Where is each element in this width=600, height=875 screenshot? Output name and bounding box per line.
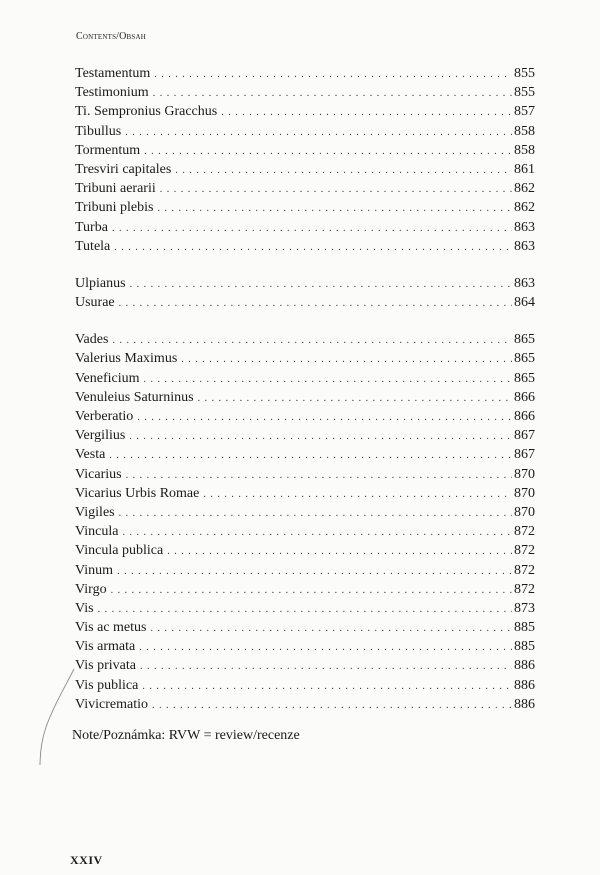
toc-entry-page: 865 — [514, 351, 535, 367]
toc-entry-page: 855 — [514, 66, 535, 81]
toc-entry-title: Usurae — [75, 295, 115, 311]
toc-entry-title: Vis privata — [75, 658, 136, 674]
toc-entry-page: 863 — [514, 275, 535, 291]
dot-leader — [119, 504, 512, 523]
toc-entry-page: 873 — [514, 600, 535, 616]
toc-entry-page: 870 — [514, 504, 535, 520]
dot-leader — [126, 466, 512, 485]
dot-leader — [112, 331, 512, 350]
toc-entry — [75, 599, 535, 618]
toc-entry-page: 855 — [514, 85, 535, 101]
dot-leader — [160, 180, 512, 199]
toc-entry — [75, 656, 535, 675]
toc-entry-page: 867 — [514, 428, 535, 444]
toc-entry-page: 886 — [514, 696, 535, 712]
toc-entry-page: 864 — [514, 295, 535, 311]
dot-leader — [111, 581, 512, 600]
toc-entry — [75, 426, 535, 445]
toc-entry — [75, 237, 535, 256]
dot-leader — [157, 199, 512, 218]
table-of-contents — [75, 64, 535, 714]
toc-entry-title: Verberatio — [75, 409, 134, 424]
toc-entry — [75, 102, 535, 121]
toc-entry — [75, 522, 535, 541]
toc-entry-page: 872 — [514, 543, 535, 559]
dot-leader — [130, 275, 512, 294]
toc-entry-title: Tutela — [75, 238, 111, 254]
toc-entry-title: Testamentum — [75, 66, 151, 81]
toc-entry-title: Testimonium — [75, 85, 149, 101]
toc-entry-title: Vincula publica — [75, 543, 164, 559]
toc-entry-title: Vis armata — [75, 639, 136, 655]
toc-entry-title: Vesta — [75, 447, 106, 463]
toc-entry-page: 863 — [514, 219, 535, 235]
toc-entry — [75, 541, 535, 560]
page-number: XXIV — [70, 853, 103, 867]
toc-entry-page: 870 — [514, 466, 535, 482]
toc-entry — [75, 349, 535, 368]
dot-leader — [98, 600, 512, 619]
toc-entry-title: Vergilius — [75, 428, 126, 444]
toc-entry-page: 866 — [514, 409, 535, 424]
toc-entry — [75, 695, 535, 714]
toc-entry — [75, 330, 535, 349]
dot-leader — [144, 142, 512, 161]
toc-entry-page: 858 — [514, 123, 535, 139]
dot-leader — [167, 542, 512, 561]
toc-entry-title: Vis — [75, 600, 94, 616]
dot-leader — [139, 638, 512, 657]
toc-entry-page: 886 — [514, 658, 535, 674]
dot-leader — [119, 294, 512, 313]
dot-leader — [117, 562, 512, 581]
toc-entry-page: 885 — [514, 639, 535, 655]
toc-entry — [75, 293, 535, 312]
toc-entry-title: Tormentum — [75, 142, 141, 158]
dot-leader — [203, 485, 512, 504]
toc-entry — [75, 122, 535, 141]
toc-entry — [75, 83, 535, 102]
toc-entry-title: Vincula — [75, 524, 119, 540]
toc-entry — [75, 618, 535, 637]
toc-entry-title: Vis publica — [75, 677, 139, 693]
dot-leader — [152, 696, 512, 715]
toc-entry-page: 865 — [514, 370, 535, 386]
toc-entry-page: 872 — [514, 581, 535, 597]
toc-entry — [75, 218, 535, 237]
toc-entry-page: 872 — [514, 524, 535, 540]
toc-group — [75, 274, 535, 312]
toc-entry — [75, 388, 535, 407]
dot-leader — [109, 446, 512, 465]
toc-entry-title: Tribuni plebis — [75, 200, 154, 216]
dot-leader — [125, 123, 512, 142]
toc-entry — [75, 503, 535, 522]
toc-entry-title: Vicarius — [75, 466, 122, 482]
toc-entry-page: 872 — [514, 562, 535, 578]
dot-leader — [129, 427, 512, 446]
toc-entry — [75, 274, 535, 293]
toc-entry-title: Vinum — [75, 562, 114, 578]
toc-entry-title: Tibullus — [75, 123, 122, 139]
toc-entry — [75, 141, 535, 160]
abbreviation-note: Note/Poznámka: RVW = review/recenze — [72, 728, 300, 743]
toc-group — [75, 64, 535, 256]
toc-entry-page: 862 — [514, 200, 535, 216]
toc-entry — [75, 369, 535, 388]
toc-entry-page: 885 — [514, 620, 535, 636]
toc-entry-title: Tribuni aerarii — [75, 181, 156, 197]
dot-leader — [137, 408, 512, 427]
toc-entry-title: Vivicrematio — [75, 696, 149, 712]
dot-leader — [221, 103, 512, 122]
toc-entry-title: Valerius Maximus — [75, 351, 178, 367]
toc-entry — [75, 407, 535, 426]
dot-leader — [142, 677, 512, 696]
toc-entry-page: 865 — [514, 332, 535, 348]
toc-entry-title: Ti. Sempronius Gracchus — [75, 104, 218, 120]
dot-leader — [112, 219, 512, 238]
dot-leader — [198, 389, 512, 408]
toc-entry — [75, 465, 535, 484]
toc-entry — [75, 179, 535, 198]
toc-entry-title: Virgo — [75, 581, 107, 597]
dot-leader — [122, 523, 512, 542]
toc-entry-title: Vigiles — [75, 504, 115, 520]
toc-entry-page: 870 — [514, 485, 535, 501]
toc-entry — [75, 64, 535, 83]
toc-entry-title: Vades — [75, 332, 109, 348]
toc-entry-title: Tresviri capitales — [75, 161, 172, 177]
toc-entry-title: Vicarius Urbis Romae — [75, 485, 200, 501]
toc-entry-page: 867 — [514, 447, 535, 463]
toc-entry-page: 858 — [514, 142, 535, 158]
toc-entry-page: 863 — [514, 238, 535, 254]
toc-entry-page: 866 — [514, 389, 535, 405]
running-head: Contents/Obsah — [76, 31, 147, 42]
toc-entry-title: Ulpianus — [75, 275, 126, 291]
toc-entry-page: 861 — [514, 161, 535, 177]
toc-entry-title: Vis ac metus — [75, 620, 147, 636]
toc-entry — [75, 484, 535, 503]
dot-leader — [140, 657, 512, 676]
dot-leader — [150, 619, 512, 638]
toc-entry — [75, 676, 535, 695]
toc-entry-title: Turba — [75, 219, 108, 235]
pencil-mark — [30, 665, 80, 775]
toc-entry — [75, 160, 535, 179]
dot-leader — [181, 350, 512, 369]
dot-leader — [114, 238, 512, 257]
toc-group — [75, 330, 535, 714]
dot-leader — [153, 84, 512, 103]
toc-entry-title: Venuleius Saturninus — [75, 389, 194, 405]
toc-entry-page: 857 — [514, 104, 535, 120]
toc-entry — [75, 561, 535, 580]
toc-entry — [75, 198, 535, 217]
toc-entry-title: Veneficium — [75, 370, 140, 386]
dot-leader — [175, 161, 512, 180]
toc-entry — [75, 580, 535, 599]
toc-entry-page: 886 — [514, 677, 535, 693]
dot-leader — [144, 370, 512, 389]
toc-entry-page: 862 — [514, 181, 535, 197]
dot-leader — [154, 65, 512, 84]
toc-entry — [75, 637, 535, 656]
toc-entry — [75, 445, 535, 464]
